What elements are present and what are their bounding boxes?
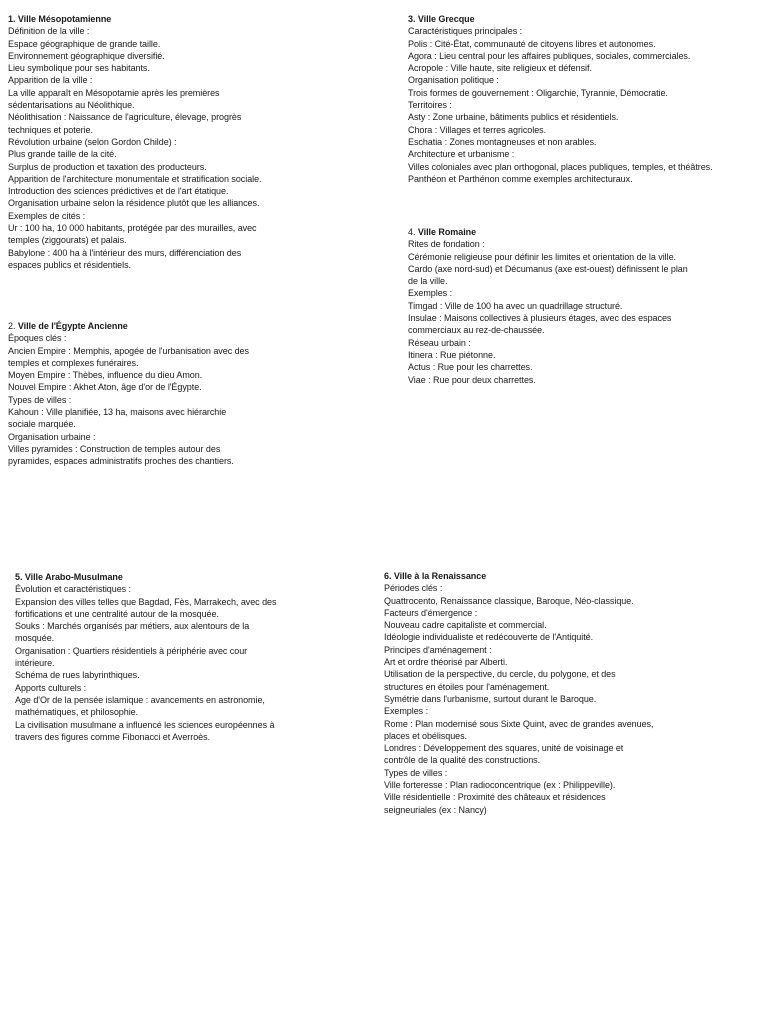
text-line: Architecture et urbanisme :: [408, 149, 515, 160]
text-line: Nouveau cadre capitaliste et commercial.: [384, 620, 547, 631]
text-line: Cardo (axe nord-sud) et Décumanus (axe est-ouest) définissent le plan: [408, 263, 688, 274]
text-line: Rites de fondation :: [408, 239, 485, 250]
text-line: Souks : Marchés organisés par métiers, aux alentours de la: [15, 621, 250, 632]
text-line: places et obélisques.: [384, 730, 468, 741]
section-number: 2.: [8, 321, 18, 331]
section-heading: Ville à la Renaissance: [393, 571, 487, 581]
section-heading: Ville Mésopotamienne: [17, 14, 112, 24]
section-heading: Ville de l'Égypte Ancienne: [17, 321, 128, 331]
section-heading: Ville Grecque: [417, 14, 475, 24]
section-title: [384, 570, 724, 582]
text-line: Ur : 100 ha, 10 000 habitants, protégée par des murailles, avec: [8, 223, 257, 234]
section-title: [8, 13, 308, 25]
section-number: 3.: [408, 14, 418, 24]
text-line: temples et complexes funéraires.: [8, 357, 139, 368]
text-line: Itinera : Rue piétonne.: [408, 349, 496, 360]
text-line: Ville résidentielle : Proximité des châteaux et résidences: [384, 792, 606, 803]
text-line: Facteurs d'émergence :: [384, 607, 478, 618]
text-line: espaces publics et résidentiels.: [8, 259, 131, 270]
text-line: contrôle de la qualité des constructions.: [384, 755, 541, 766]
text-line: Quattrocento, Renaissance classique, Baroque, Néo-classique.: [384, 595, 634, 606]
text-line: Définition de la ville :: [8, 26, 90, 37]
text-line: intérieure.: [15, 658, 55, 669]
text-line: Cérémonie religieuse pour définir les limites et orientation de la ville.: [408, 251, 676, 262]
text-line: Timgad : Ville de 100 ha avec un quadrillage structuré.: [408, 300, 623, 311]
text-line: Apparition de la ville :: [8, 75, 93, 86]
section-number: 5.: [15, 572, 25, 582]
text-line: techniques et poterie.: [8, 124, 93, 135]
text-line: Villes coloniales avec plan orthogonal, places publiques, temples, et théâtres.: [408, 161, 713, 172]
text-line: Organisation urbaine :: [8, 431, 96, 442]
text-line: Plus grande taille de la cité.: [8, 149, 117, 160]
section-title: [408, 226, 748, 238]
section-heading: Ville Romaine: [417, 227, 477, 237]
text-line: Apparition de l'architecture monumentale et stratification sociale.: [8, 173, 262, 184]
text-line: Exemples de cités :: [8, 210, 86, 221]
text-line: commerciaux au rez-de-chaussée.: [408, 325, 545, 336]
text-line: sociale marquée.: [8, 419, 76, 430]
text-line: Territoires :: [408, 100, 452, 111]
text-line: Organisation : Quartiers résidentiels à périphérie avec cour: [15, 645, 248, 656]
text-line: Principes d'aménagement :: [384, 644, 492, 655]
text-line: Eschatia : Zones montagneuses et non arables.: [408, 136, 597, 147]
text-line: Age d'Or de la pensée islamique : avancements en astronomie,: [15, 694, 265, 705]
text-line: Londres : Développement des squares, unité de voisinage et: [384, 743, 624, 754]
text-line: Rome : Plan modernisé sous Sixte Quint, avec de grandes avenues,: [384, 718, 654, 729]
section-title: [408, 13, 758, 25]
text-line: Trois formes de gouvernement : Oligarchie, Tyrannie, Démocratie.: [408, 87, 668, 98]
text-line: Symétrie dans l'urbanisme, surtout durant le Baroque.: [384, 693, 597, 704]
text-line: structures en étoiles pour l'aménagement.: [384, 681, 550, 692]
text-line: La ville apparaît en Mésopotamie après les premières: [8, 87, 220, 98]
text-line: Néolithisation : Naissance de l'agriculture, élevage, progrès: [8, 112, 242, 123]
text-line: Lieu symbolique pour ses habitants.: [8, 63, 150, 74]
text-line: temples (ziggourats) et palais.: [8, 235, 127, 246]
text-line: Apports culturels :: [15, 682, 87, 693]
text-line: mosquée.: [15, 633, 55, 644]
text-line: seigneuriales (ex : Nancy): [384, 804, 487, 815]
text-line: Réseau urbain :: [408, 337, 471, 348]
text-line: Moyen Empire : Thèbes, influence du dieu Amon.: [8, 370, 203, 381]
text-line: Époques clés :: [8, 333, 67, 344]
section-title: [15, 571, 315, 583]
text-line: Panthéon et Parthénon comme exemples architecturaux.: [408, 173, 633, 184]
text-line: sédentarisations au Néolithique.: [8, 100, 135, 111]
section-ville-mesopotamienne: [8, 13, 308, 271]
text-line: La civilisation musulmane a influencé les sciences européennes à: [15, 719, 275, 730]
text-line: fortifications et une centralité autour de la mosquée.: [15, 608, 219, 619]
text-line: Ville forteresse : Plan radioconcentrique (ex : Philippeville).: [384, 780, 616, 791]
section-ville-egypte-ancienne: [8, 320, 308, 468]
text-line: Surplus de production et taxation des producteurs.: [8, 161, 207, 172]
text-line: Actus : Rue pour les charrettes.: [408, 362, 533, 373]
text-line: Exemples :: [408, 288, 453, 299]
text-line: Espace géographique de grande taille.: [8, 38, 161, 49]
text-line: Viae : Rue pour deux charrettes.: [408, 374, 536, 385]
text-line: Asty : Zone urbaine, bâtiments publics et résidentiels.: [408, 112, 619, 123]
text-line: Types de villes :: [384, 767, 448, 778]
section-number: 1.: [8, 14, 18, 24]
section-ville-grecque: [408, 13, 758, 185]
text-line: Exemples :: [384, 706, 429, 717]
text-line: Agora : Lieu central pour les affaires publiques, sociales, commerciales.: [408, 50, 691, 61]
text-line: Acropole : Ville haute, site religieux et défensif.: [408, 63, 592, 74]
text-line: Ancien Empire : Memphis, apogée de l'urbanisation avec des: [8, 345, 249, 356]
text-line: Babylone : 400 ha à l'intérieur des murs, différenciation des: [8, 247, 242, 258]
text-line: de la ville.: [408, 276, 448, 287]
text-line: mathématiques, et philosophie.: [15, 707, 139, 718]
text-line: Révolution urbaine (selon Gordon Childe) :: [8, 136, 177, 147]
text-line: Polis : Cité-État, communauté de citoyens libres et autonomes.: [408, 38, 656, 49]
section-number: 6.: [384, 571, 394, 581]
text-line: Chora : Villages et terres agricoles.: [408, 124, 547, 135]
text-line: Introduction des sciences prédictives et de l'art étatique.: [8, 186, 229, 197]
section-heading: Ville Arabo-Musulmane: [24, 572, 123, 582]
section-ville-romaine: [408, 226, 748, 386]
text-line: Expansion des villes telles que Bagdad, Fès, Marrakech, avec des: [15, 596, 277, 607]
text-line: Idéologie individualiste et redécouverte de l'Antiquité.: [384, 632, 594, 643]
section-ville-renaissance: [384, 570, 724, 816]
text-line: Types de villes :: [8, 394, 72, 405]
section-ville-arabo-musulmane: [15, 571, 315, 743]
text-line: Évolution et caractéristiques :: [15, 584, 132, 595]
section-number: 4.: [408, 227, 418, 237]
text-line: Environnement géographique diversifié.: [8, 50, 165, 61]
text-line: Caractéristiques principales :: [408, 26, 523, 37]
text-line: Périodes clés :: [384, 583, 443, 594]
text-line: Organisation urbaine selon la résidence plutôt que les alliances.: [8, 198, 260, 209]
section-title: [8, 320, 308, 332]
text-line: Art et ordre théorisé par Alberti.: [384, 657, 508, 668]
text-line: Utilisation de la perspective, du cercle, du polygone, et des: [384, 669, 616, 680]
text-line: travers des figures comme Fibonacci et Averroès.: [15, 731, 211, 742]
text-line: Villes pyramides : Construction de temples autour des: [8, 443, 221, 454]
text-line: Nouvel Empire : Akhet Aton, âge d'or de l'Égypte.: [8, 382, 202, 393]
text-line: Kahoun : Ville planifiée, 13 ha, maisons avec hiérarchie: [8, 407, 227, 418]
text-line: Organisation politique :: [408, 75, 499, 86]
text-line: Insulae : Maisons collectives à plusieurs étages, avec des espaces: [408, 313, 672, 324]
text-line: Schéma de rues labyrinthiques.: [15, 670, 140, 681]
text-line: pyramides, espaces administratifs proches des chantiers.: [8, 456, 234, 467]
